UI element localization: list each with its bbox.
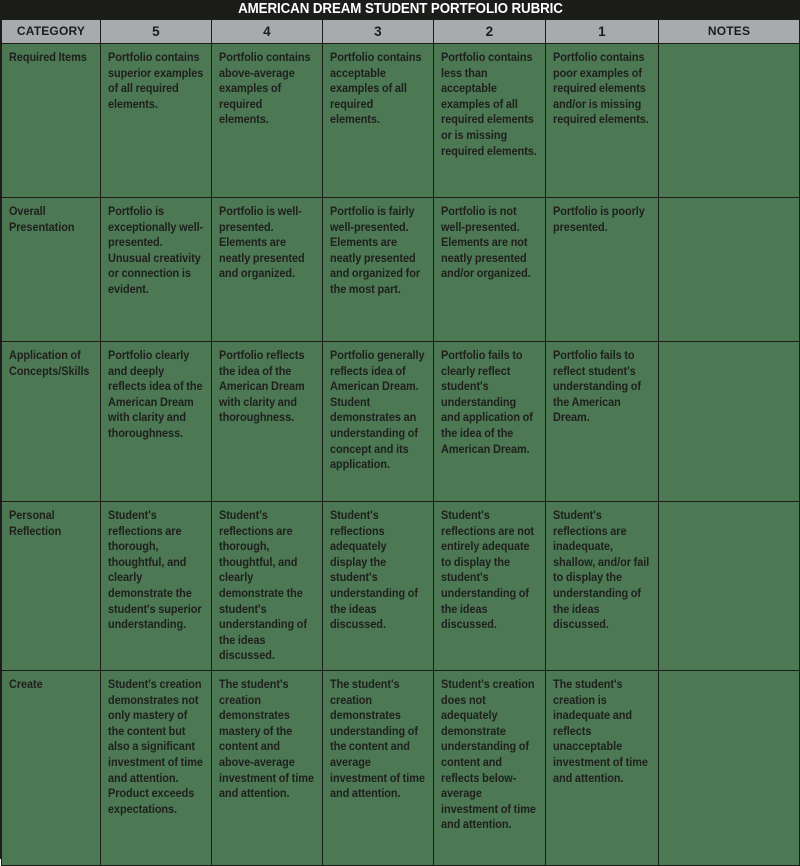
criterion-label: Personal Reflection <box>9 509 62 538</box>
score-cell-4 <box>212 44 323 198</box>
descriptor-text: Student's creation does not adequately demonstrate understanding of content and reflects below-average investment of time and attention. <box>441 677 536 832</box>
descriptor-text: The student's creation demonstrates understanding of the content and average investment of time and attention. <box>330 677 425 801</box>
score-cell-4 <box>212 670 323 865</box>
descriptor-text: Portfolio fails to clearly reflect student's understanding and application of the idea of the American Dream. <box>441 349 533 456</box>
descriptor-text: Portfolio contains less than acceptable examples of all required elements or is missing required elements. <box>441 51 537 158</box>
criterion-name-cell <box>2 342 101 502</box>
notes-cell[interactable] <box>659 198 800 342</box>
criterion-label: Application of Concepts/Skills <box>9 349 90 378</box>
score-cell-4 <box>212 198 323 342</box>
criterion-name-cell <box>2 198 101 342</box>
descriptor-text: The student's creation is inadequate and reflects unacceptable investment of time and attention. <box>553 677 648 785</box>
document-title-bar <box>0 0 800 19</box>
score-cell-2 <box>434 502 546 671</box>
score-cell-5 <box>101 342 212 502</box>
score-cell-5 <box>101 198 212 342</box>
score-cell-3 <box>323 342 434 502</box>
score-cell-3 <box>323 502 434 671</box>
table-row <box>2 502 800 671</box>
rubric-table <box>1 19 800 866</box>
notes-cell[interactable] <box>659 502 800 671</box>
page-title: AMERICAN DREAM STUDENT PORTFOLIO RUBRIC <box>237 1 563 17</box>
score-cell-1 <box>546 670 659 865</box>
descriptor-text: Portfolio is fairly well-presented. Elements are neatly presented and organized for the most part. <box>330 205 421 296</box>
criterion-name-cell <box>2 670 101 865</box>
descriptor-text: Portfolio is well-presented. Elements are neatly presented and organized. <box>219 205 305 281</box>
score-cell-1 <box>546 342 659 502</box>
column-header-2: 2 <box>434 20 546 44</box>
table-row <box>2 670 800 865</box>
column-header-5: 5 <box>101 20 212 44</box>
descriptor-text: Portfolio generally reflects idea of American Dream. Student demonstrates an understanding of concept and its application. <box>330 349 425 472</box>
descriptor-text: Portfolio clearly and deeply reflects idea of the American Dream with clarity and thoroughness. <box>108 349 203 440</box>
score-cell-2 <box>434 198 546 342</box>
notes-cell[interactable] <box>659 342 800 502</box>
descriptor-text: Portfolio is exceptionally well-presented. Unusual creativity or connection is evident. <box>108 205 204 296</box>
column-header-4: 4 <box>212 20 323 44</box>
table-row <box>2 198 800 342</box>
score-cell-1 <box>546 502 659 671</box>
descriptor-text: The student's creation demonstrates mastery of the content and above-average investment of time and attention. <box>219 677 314 801</box>
criterion-label: Overall Presentation <box>9 205 75 234</box>
score-cell-3 <box>323 670 434 865</box>
column-header-category: CATEGORY <box>2 20 101 44</box>
descriptor-text: Portfolio contains superior examples of all required elements. <box>108 51 204 111</box>
table-row <box>2 44 800 198</box>
descriptor-text: Portfolio contains above-average examples of required elements. <box>219 51 311 127</box>
score-cell-1 <box>546 198 659 342</box>
descriptor-text: Portfolio contains acceptable examples of all required elements. <box>330 51 422 127</box>
score-cell-5 <box>101 670 212 865</box>
descriptor-text: Student's reflections are not entirely adequate to display the student's understanding of the ideas discussed. <box>441 509 535 632</box>
notes-cell[interactable] <box>659 44 800 198</box>
score-cell-2 <box>434 44 546 198</box>
column-header-3: 3 <box>323 20 434 44</box>
score-cell-3 <box>323 198 434 342</box>
score-cell-2 <box>434 342 546 502</box>
score-cell-2 <box>434 670 546 865</box>
column-header-1: 1 <box>546 20 659 44</box>
descriptor-text: Portfolio is not well-presented. Elements are not neatly presented and/or organized. <box>441 205 531 281</box>
score-cell-4 <box>212 502 323 671</box>
score-cell-5 <box>101 44 212 198</box>
criterion-name-cell <box>2 44 101 198</box>
notes-cell[interactable] <box>659 670 800 865</box>
score-cell-3 <box>323 44 434 198</box>
descriptor-text: Student's creation demonstrates not only mastery of the content but also a significant investment of time and attention. Product exceeds expectations. <box>108 677 203 816</box>
score-cell-1 <box>546 44 659 198</box>
score-cell-5 <box>101 502 212 671</box>
criterion-label: Required Items <box>9 51 87 64</box>
table-header-row <box>2 20 800 44</box>
column-header-notes: NOTES <box>659 20 800 44</box>
table-row <box>2 342 800 502</box>
descriptor-text: Student's reflections are thorough, thoughtful, and clearly demonstrate the student's superior understanding. <box>108 509 202 632</box>
descriptor-text: Student's reflections are inadequate, shallow, and/or fail to display the understanding of the ideas discussed. <box>553 509 650 632</box>
descriptor-text: Student's reflections are thorough, thoughtful, and clearly demonstrate the student's understanding of the ideas discussed. <box>219 509 307 663</box>
descriptor-text: Portfolio fails to reflect student's understanding of the American Dream. <box>553 349 641 425</box>
descriptor-text: Student's reflections adequately display the student's understanding of the ideas discussed. <box>330 509 418 632</box>
criterion-name-cell <box>2 502 101 671</box>
descriptor-text: Portfolio contains poor examples of required elements and/or is missing required elements. <box>553 51 649 127</box>
criterion-label: Create <box>9 677 43 691</box>
descriptor-text: Portfolio reflects the idea of the American Dream with clarity and thoroughness. <box>219 349 305 425</box>
score-cell-4 <box>212 342 323 502</box>
descriptor-text: Portfolio is poorly presented. <box>553 205 645 234</box>
